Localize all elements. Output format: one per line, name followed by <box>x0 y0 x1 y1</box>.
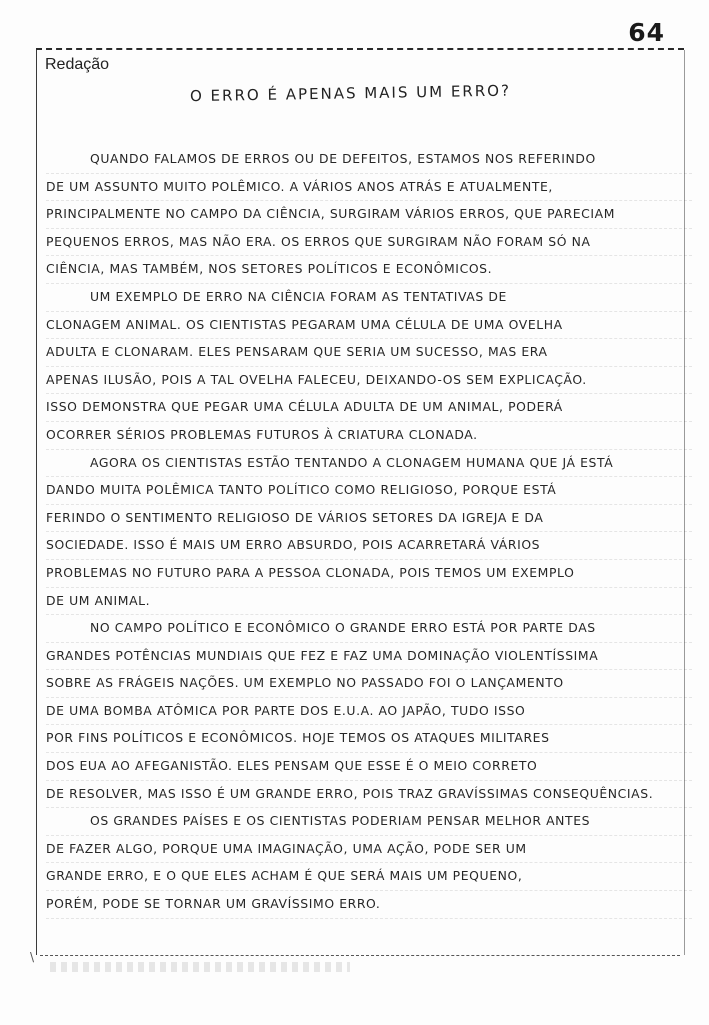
essay-line: CLONAGEM ANIMAL. OS CIENTISTAS PEGARAM UMA CÉLULA DE UMA OVELHA <box>46 312 692 340</box>
essay-line: PORÉM, PODE SE TORNAR UM GRAVÍSSIMO ERRO. <box>46 891 692 919</box>
left-margin-line <box>36 50 37 955</box>
essay-line: APENAS ILUSÃO, POIS A TAL OVELHA FALECEU, DEIXANDO-OS SEM EXPLICAÇÃO. <box>46 367 692 395</box>
essay-line: DE UM ASSUNTO MUITO POLÊMICO. A VÁRIOS ANOS ATRÁS E ATUALMENTE, <box>46 174 692 202</box>
faint-footer-marks <box>50 962 350 972</box>
essay-line: GRANDE ERRO, E O QUE ELES ACHAM É QUE SERÁ MAIS UM PEQUENO, <box>46 863 692 891</box>
essay-line: DE UM ANIMAL. <box>46 588 692 616</box>
essay-line: POR FINS POLÍTICOS E ECONÔMICOS. HOJE TEMOS OS ATAQUES MILITARES <box>46 725 692 753</box>
essay-line: FERINDO O SENTIMENTO RELIGIOSO DE VÁRIOS SETORES DA IGREJA E DA <box>46 505 692 533</box>
bottom-dashed-rule <box>40 955 680 956</box>
essay-line: PEQUENOS ERROS, MAS NÃO ERA. OS ERROS QUE SURGIRAM NÃO FORAM SÓ NA <box>46 229 692 257</box>
essay-line: PROBLEMAS NO FUTURO PARA A PESSOA CLONADA, POIS TEMOS UM EXEMPLO <box>46 560 692 588</box>
essay-line: ADULTA E CLONARAM. ELES PENSARAM QUE SERIA UM SUCESSO, MAS ERA <box>46 339 692 367</box>
essay-line: GRANDES POTÊNCIAS MUNDIAIS QUE FEZ E FAZ UMA DOMINAÇÃO VIOLENTÍSSIMA <box>46 643 692 671</box>
page-number: 64 <box>628 18 665 47</box>
essay-line: DE UMA BOMBA ATÔMICA POR PARTE DOS E.U.A. AO JAPÃO, TUDO ISSO <box>46 698 692 726</box>
essay-line: UM EXEMPLO DE ERRO NA CIÊNCIA FORAM AS TENTATIVAS DE <box>46 284 692 312</box>
essay-line: DANDO MUITA POLÊMICA TANTO POLÍTICO COMO RELIGIOSO, PORQUE ESTÁ <box>46 477 692 505</box>
essay-line: DE RESOLVER, MAS ISSO É UM GRANDE ERRO, POIS TRAZ GRAVÍSSIMAS CONSEQUÊNCIAS. <box>46 781 692 809</box>
essay-line: DE FAZER ALGO, PORQUE UMA IMAGINAÇÃO, UMA AÇÃO, PODE SER UM <box>46 836 692 864</box>
essay-title: O ERRO É APENAS MAIS UM ERRO? <box>189 81 512 106</box>
top-dashed-rule <box>36 48 684 50</box>
essay-line: AGORA OS CIENTISTAS ESTÃO TENTANDO A CLONAGEM HUMANA QUE JÁ ESTÁ <box>46 450 692 478</box>
essay-line: CIÊNCIA, MAS TAMBÉM, NOS SETORES POLÍTICOS E ECONÔMICOS. <box>46 256 692 284</box>
corner-mark: \ <box>30 950 35 964</box>
essay-line: ISSO DEMONSTRA QUE PEGAR UMA CÉLULA ADULTA DE UM ANIMAL, PODERÁ <box>46 394 692 422</box>
essay-line: OS GRANDES PAÍSES E OS CIENTISTAS PODERIAM PENSAR MELHOR ANTES <box>46 808 692 836</box>
essay-line: SOBRE AS FRÁGEIS NAÇÕES. UM EXEMPLO NO PASSADO FOI O LANÇAMENTO <box>46 670 692 698</box>
essay-line: OCORRER SÉRIOS PROBLEMAS FUTUROS À CRIATURA CLONADA. <box>46 422 692 450</box>
essay-line: PRINCIPALMENTE NO CAMPO DA CIÊNCIA, SURGIRAM VÁRIOS ERROS, QUE PARECIAM <box>46 201 692 229</box>
essay-line: DOS EUA AO AFEGANISTÃO. ELES PENSAM QUE ESSE É O MEIO CORRETO <box>46 753 692 781</box>
essay-line: QUANDO FALAMOS DE ERROS OU DE DEFEITOS, ESTAMOS NOS REFERINDO <box>46 146 692 174</box>
essay-line: NO CAMPO POLÍTICO E ECONÔMICO O GRANDE ERRO ESTÁ POR PARTE DAS <box>46 615 692 643</box>
section-label: Redação <box>45 56 110 73</box>
essay-line: SOCIEDADE. ISSO É MAIS UM ERRO ABSURDO, POIS ACARRETARÁ VÁRIOS <box>46 532 692 560</box>
essay-body <box>46 146 692 919</box>
